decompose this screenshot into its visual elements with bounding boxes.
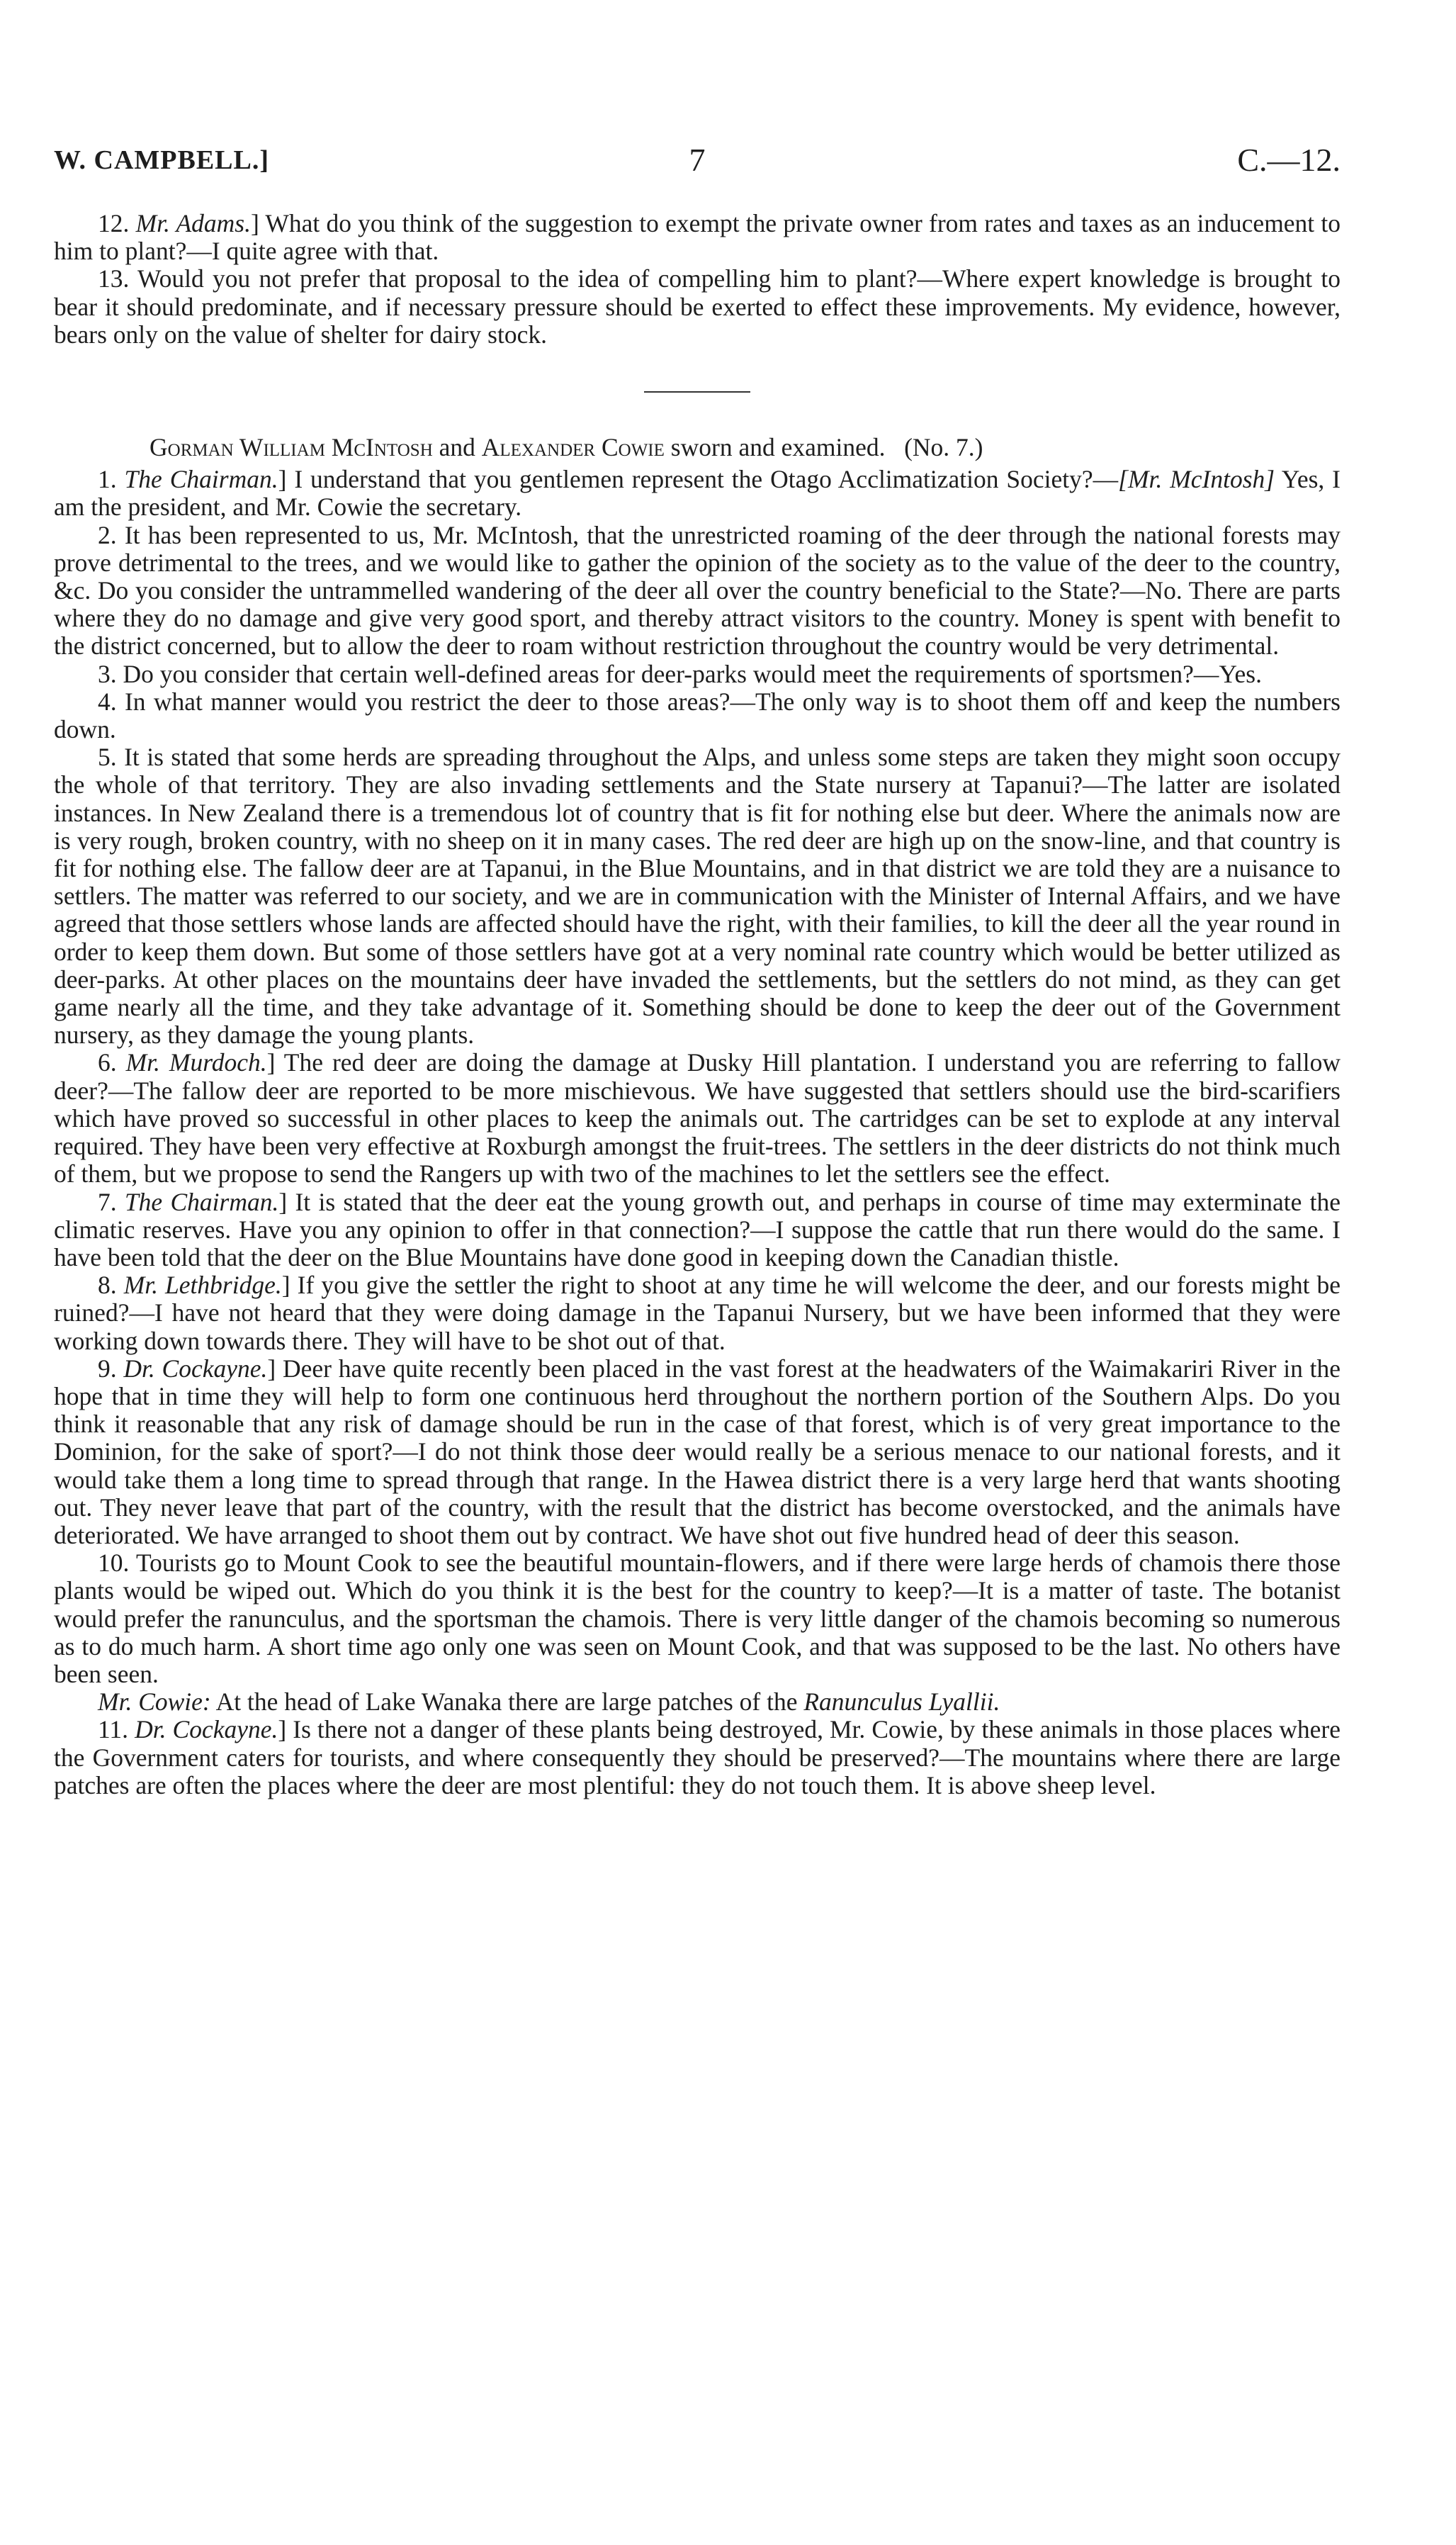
witness-running-head: W. CAMPBELL.]	[54, 145, 270, 175]
question-9: 9. Dr. Cockayne.] Deer have quite recently been placed in the vast forest at the headwaters of the Waimakariri River in the hope that in time they will help to form one continuous herd throughout the northern portion of the Southern Alps. Do you think it reasonable that any risk of damage should be run in the case of that forest, which is of very great importance to the Dominion, for the sake of sport?—I do not think those deer would really be a serious menace to our national forests, and it would take them a long time to spread through that range. In the Hawea district there is a very large herd that wants shooting out. They never leave that part of the country, with the result that the district has become overstocked, and the animals have deteriorated. We have arranged to shoot them out by contract. We have shot out five hundred head of deer this season.	[54, 1354, 1341, 1549]
section-divider	[644, 391, 750, 393]
page-header	[54, 139, 1341, 181]
question-3: 3. Do you consider that certain well-defined areas for deer-parks would meet the requirements of sportsmen?—Yes.	[98, 659, 1262, 688]
question-12: 12. Mr. Adams.] What do you think of the suggestion to exempt the private owner from rates and taxes as an inducement to him to plant?—I quite agree with that.	[54, 209, 1341, 266]
question-6: 6. Mr. Murdoch.] The red deer are doing the damage at Dusky Hill plantation. I understand you are referring to fallow deer?—The fallow deer are reported to be more mischievous. We have suggested that settlers should use the bird-scarifiers which have proved so successful in other places to keep the animals out. The cartridges can be set to explode at any interval required. They have been very effective at Roxburgh amongst the fruit-trees. The settlers in the deer districts do not think much of them, but we propose to send the Rangers up with two of the machines to let the settlers see the effect.	[54, 1048, 1341, 1189]
document-reference: C.—12.	[1237, 142, 1341, 178]
question-4: 4. In what manner would you restrict the deer to those areas?—The only way is to shoot them off and keep the numbers down.	[54, 687, 1341, 744]
question-13: 13. Would you not prefer that proposal to the idea of compelling him to plant?—Where expert knowledge is brought to bear it should predominate, and if necessary pressure should be exerted to effect these improvements. My evidence, however, bears only on the value of shelter for dairy stock.	[54, 264, 1341, 349]
page-body	[54, 210, 1341, 1799]
witness-heading: Gorman William McIntosh and Alexander Cowie sworn and examined. (No. 7.)	[149, 433, 983, 462]
question-1: 1. The Chairman.] I understand that you gentlemen represent the Otago Acclimatization Society?—[Mr. McIntosh] Yes, I am the president, and Mr. Cowie the secretary.	[54, 465, 1341, 522]
page-number: 7	[689, 142, 706, 178]
cowie-remark: Mr. Cowie: At the head of Lake Wanaka there are large patches of the Ranunculus Lyallii.	[98, 1687, 1000, 1717]
question-5: 5. It is stated that some herds are spreading throughout the Alps, and unless some steps are taken they might soon occupy the whole of that territory. They are also invading settlements and the State nursery at Tapanui?—The latter are isolated instances. In New Zealand there is a tremendous lot of country that is fit for nothing else but deer. Where the animals now are is very rough, broken country, with no sheep on it in many cases. The red deer are high up on the snow-line, and that country is fit for nothing else. The fallow deer are at Tapanui, in the Blue Mountains, and in that district we are told they are a nuisance to settlers. The matter was referred to our society, and we are in communication with the Minister of Internal Affairs, and we have agreed that those settlers whose lands are affected should have the right, with their families, to kill the deer all the year round in order to keep them down. But some of those settlers have got at a very nominal rate country which would be better utilized as deer-parks. At other places on the mountains deer have invaded the settlements, but the settlers do not mind, as they can get game nearly all the time, and they take advantage of it. Something should be done to keep the deer out of the Government nursery, as they damage the young plants.	[54, 743, 1341, 1050]
question-10: 10. Tourists go to Mount Cook to see the beautiful mountain-flowers, and if there were large herds of chamois there those plants would be wiped out. Which do you think it is the best for the country to keep?—It is a matter of taste. The botanist would prefer the ranunculus, and the sportsman the chamois. There is very little danger of the chamois becoming so numerous as to do much harm. A short time ago only one was seen on Mount Cook, and that was supposed to be the last. No others have been seen.	[54, 1549, 1341, 1688]
question-8: 8. Mr. Lethbridge.] If you give the settler the right to shoot at any time he will welcome the deer, and our forests might be ruined?—I have not heard that they were doing damage in the Tapanui Nursery, but we have been informed that they were working down towards there. They will have to be shot out of that.	[54, 1271, 1341, 1355]
question-2: 2. It has been represented to us, Mr. McIntosh, that the unrestricted roaming of the deer through the national forests may prove detrimental to the trees, and we would like to gather the opinion of the society as to the value of the deer to the country, &c. Do you consider the untrammelled wandering of the deer all over the country beneficial to the State?—No. There are parts where they do no damage and give very good sport, and thereby attract visitors to the country. Money is spent with benefit to the district concerned, but to allow the deer to roam without restriction throughout the country would be very detrimental.	[54, 520, 1341, 661]
speaker: Mr. Adams.	[135, 209, 251, 237]
question-11: 11. Dr. Cockayne.] Is there not a danger of these plants being destroyed, Mr. Cowie, by these animals in those places where the Government caters for tourists, and where consequently they should be preserved?—The mountains where there are large patches are often the places where the deer are most plentiful: they do not touch them. It is above sheep level.	[54, 1715, 1341, 1799]
question-7: 7. The Chairman.] It is stated that the deer eat the young growth out, and perhaps in course of time may exterminate the climatic reserves. Have you any opinion to offer in that connection?—I suppose the cattle that run there would do the same. I have been told that the deer on the Blue Mountains have done good in keeping down the Canadian thistle.	[54, 1187, 1341, 1271]
